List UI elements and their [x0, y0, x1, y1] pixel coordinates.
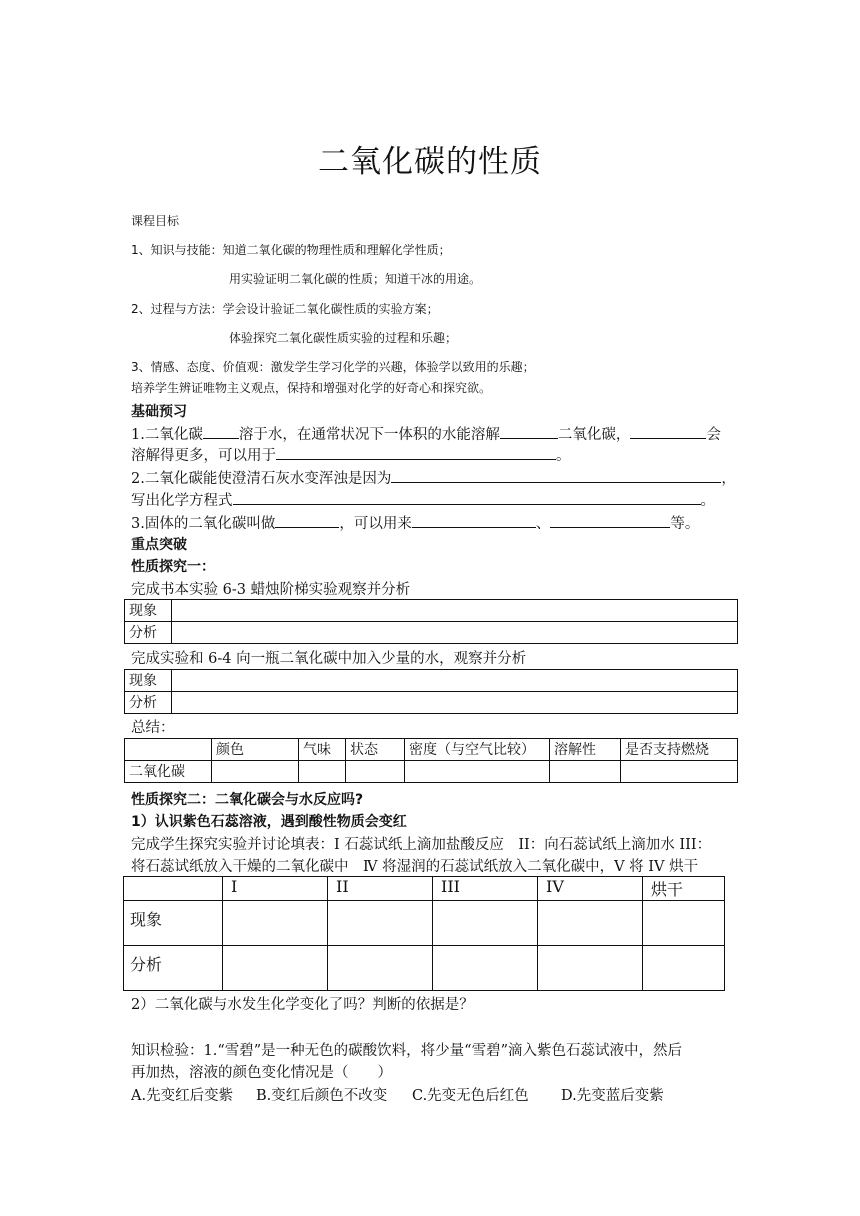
- explore-2-desc-1: 完成学生探究实验并讨论填表：Ⅰ 石蕊试纸上滴加盐酸反应 II：向石蕊试纸上滴加水 III：: [131, 837, 712, 853]
- answer-cell[interactable]: [212, 761, 299, 783]
- answer-cell[interactable]: [223, 901, 328, 946]
- explore-2-question: 2）二氧化碳与水发生化学变化了吗？判断的依据是？: [131, 997, 474, 1013]
- objective-3: 3、情感、态度、价值观：激发学生学习化学的兴趣，体验学以致用的乐趣；: [131, 360, 535, 374]
- header-cell: [125, 739, 212, 761]
- answer-cell[interactable]: [643, 901, 725, 946]
- header-cell: 状态: [346, 739, 405, 761]
- question-2-line-1: 2.二氧化碳能使澄清石灰水变浑浊是因为 ，: [131, 467, 736, 488]
- experiment-1-table: [124, 599, 738, 644]
- row-label: 二氧化碳: [125, 761, 212, 783]
- row-label: 分析: [125, 692, 172, 714]
- experiment-1-text: 完成书本实验 6-3 蜡烛阶梯实验观察并分析: [131, 582, 411, 598]
- row-label: 现象: [124, 901, 223, 946]
- answer-cell[interactable]: [172, 692, 738, 714]
- answer-cell[interactable]: [433, 946, 538, 991]
- answer-cell[interactable]: [299, 761, 346, 783]
- focus-heading: 重点突破: [131, 537, 187, 553]
- header-cell: [124, 877, 223, 901]
- blank[interactable]: [391, 468, 721, 483]
- answer-cell[interactable]: [172, 622, 738, 644]
- question-1-line-2: 溶解得更多，可以用于 。: [131, 444, 571, 465]
- option-d[interactable]: D.先变蓝后变紫: [561, 1088, 664, 1104]
- answer-cell[interactable]: [538, 946, 643, 991]
- answer-cell[interactable]: [405, 761, 550, 783]
- answer-cell[interactable]: [621, 761, 738, 783]
- question-1-line-1: 1.二氧化碳 溶于水，在通常状况下一体积的水能溶解 二氧化碳， 会: [131, 423, 721, 444]
- blank[interactable]: [500, 424, 558, 439]
- option-b[interactable]: B.变红后颜色不改变: [256, 1088, 388, 1104]
- blank[interactable]: [203, 424, 239, 439]
- answer-cell[interactable]: [538, 901, 643, 946]
- option-a[interactable]: A.先变红后变紫: [131, 1088, 234, 1104]
- header-cell: IV: [538, 877, 643, 901]
- answer-cell[interactable]: [223, 946, 328, 991]
- blank[interactable]: [276, 445, 556, 460]
- objective-2b: 体验探究二氧化碳性质实验的过程和乐趣；: [229, 331, 458, 345]
- blank[interactable]: [233, 490, 701, 505]
- explore-2-sub-1: 1）认识紫色石蕊溶液，遇到酸性物质会变红: [131, 814, 407, 830]
- explore-2-heading: 性质探究二：二氧化碳会与水反应吗?: [131, 792, 364, 808]
- objective-2: 2、过程与方法：学会设计验证二氧化碳性质的实验方案；: [131, 302, 439, 316]
- header-cell: 颜色: [212, 739, 299, 761]
- blank[interactable]: [275, 513, 339, 528]
- explore-1-heading: 性质探究一：: [131, 559, 215, 575]
- experiment-2-table: [124, 669, 738, 714]
- row-label: 现象: [125, 600, 172, 622]
- objective-1: 1、知识与技能：知道二氧化碳的物理性质和理解化学性质；: [131, 243, 451, 257]
- question-3: 3.固体的二氧化碳叫做 ，可以用来 、 等。: [131, 512, 699, 533]
- check-line-1: 知识检验：1.“雪碧”是一种无色的碳酸饮料，将少量“雪碧”滴入紫色石蕊试液中，然后: [131, 1043, 682, 1059]
- option-c[interactable]: C.先变无色后红色: [412, 1088, 529, 1104]
- answer-cell[interactable]: [172, 600, 738, 622]
- blank[interactable]: [630, 424, 706, 439]
- header-cell: I: [223, 877, 328, 901]
- preview-heading: 基础预习: [131, 404, 187, 420]
- answer-cell[interactable]: [433, 901, 538, 946]
- answer-cell[interactable]: [346, 761, 405, 783]
- header-cell: 气味: [299, 739, 346, 761]
- summary-table: [124, 738, 738, 783]
- blank[interactable]: [412, 513, 536, 528]
- summary-label: 总结：: [131, 720, 175, 736]
- answer-cell[interactable]: [643, 946, 725, 991]
- explore-2-desc-2: 将石蕊试纸放入干燥的二氧化碳中 Ⅳ 将湿润的石蕊试纸放入二氧化碳中，V 将 IV 烘干: [131, 859, 699, 875]
- check-line-2: 再加热，溶液的颜色变化情况是（ ）: [131, 1065, 392, 1081]
- objectives-heading: 课程目标: [131, 214, 180, 228]
- blank[interactable]: [550, 513, 670, 528]
- answer-cell[interactable]: [172, 670, 738, 692]
- row-label: 分析: [124, 946, 223, 991]
- answer-cell[interactable]: [328, 901, 433, 946]
- header-cell: III: [433, 877, 538, 901]
- answer-cell[interactable]: [550, 761, 621, 783]
- question-2-line-2: 写出化学方程式 。: [131, 489, 715, 510]
- objective-1b: 用实验证明二氧化碳的性质；知道干冰的用途。: [229, 272, 482, 286]
- answer-cell[interactable]: [328, 946, 433, 991]
- objective-3b: 培养学生辨证唯物主义观点，保持和增强对化学的好奇心和探究欲。: [131, 381, 492, 395]
- header-cell: 溶解性: [550, 739, 621, 761]
- header-cell: 烘干: [643, 877, 725, 901]
- row-label: 分析: [125, 622, 172, 644]
- row-label: 现象: [125, 670, 172, 692]
- header-cell: II: [328, 877, 433, 901]
- experiment-2-text: 完成实验和 6-4 向一瓶二氧化碳中加入少量的水，观察并分析: [131, 651, 527, 667]
- explore-2-table: [123, 876, 725, 991]
- header-cell: 密度（与空气比较）: [405, 739, 550, 761]
- page-title: 二氧化碳的性质: [318, 144, 542, 180]
- header-cell: 是否支持燃烧: [621, 739, 738, 761]
